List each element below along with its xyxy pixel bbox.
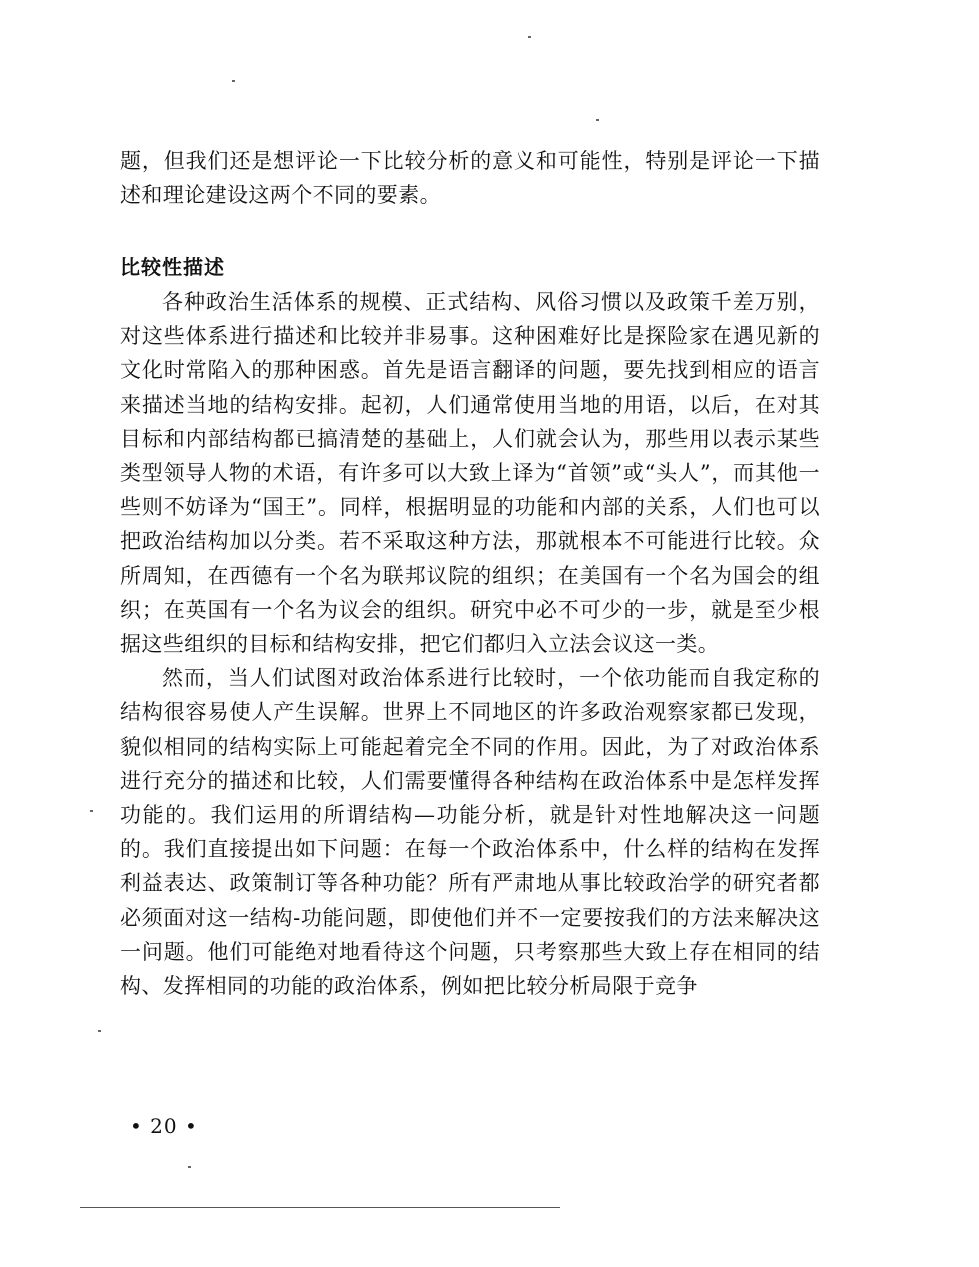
scan-speck xyxy=(98,1030,101,1032)
page-number: • 20 • xyxy=(130,1114,198,1138)
intro-paragraph: 题，但我们还是想评论一下比较分析的意义和可能性，特别是评论一下描述和理论建设这两个不同的要素。 xyxy=(120,149,820,208)
scan-edge-line xyxy=(80,1207,560,1208)
section-heading: 比较性描述 xyxy=(120,255,225,279)
scan-speck xyxy=(188,1166,191,1168)
paragraph-1: 各种政治生活体系的规模、正式结构、风俗习惯以及政策千差万别，对这些体系进行描述和比较并非易事。这种困难好比是探险家在遇见新的文化时常陷入的那种困惑。首先是语言翻译的问题，要先找到相应的语言来描述当地的结构安排。起初，人们通常使用当地的用语，以后，在对其目标和内部结构都已搞清楚的基础上，人们就会认为，那些用以表示某些类型领导人物的术语，有许多可以大致上译为“首领”或“头人”，而其他一些则不妨译为“国王”。同样，根据明显的功能和内部的关系，人们也可以把政治结构加以分类。若不采取这种方法，那就根本不可能进行比较。众所周知，在西德有一个名为联邦议院的组织；在美国有一个名为国会的组织；在英国有一个名为议会的组织。研究中必不可少的一步，就是至少根据这些组织的目标和结构安排，把它们都归入立法会议这一类。 xyxy=(120,290,820,657)
scan-speck xyxy=(232,80,235,82)
paragraph-2: 然而，当人们试图对政治体系进行比较时，一个依功能而自我定称的结构很容易使人产生误解。世界上不同地区的许多政治观察家都已发现，貌似相同的结构实际上可能起着完全不同的作用。因此，为了对政治体系进行充分的描述和比较，人们需要懂得各种结构在政治体系中是怎样发挥功能的。我们运用的所谓结构—功能分析，就是针对性地解决这一问题的。我们直接提出如下问题：在每一个政治体系中，什么样的结构在发挥利益表达、政策制订等各种功能？所有严肃地从事比较政治学的研究者都必须面对这一结构-功能问题，即使他们并不一定要按我们的方法来解决这一问题。他们可能绝对地看待这个问题，只考察那些大致上存在相同的结构、发挥相同的功能的政治体系，例如把比较分析局限于竞争 xyxy=(120,666,820,999)
scan-speck xyxy=(528,36,531,38)
section-body xyxy=(120,285,820,1003)
scan-speck xyxy=(90,810,93,812)
scan-speck xyxy=(596,119,599,121)
